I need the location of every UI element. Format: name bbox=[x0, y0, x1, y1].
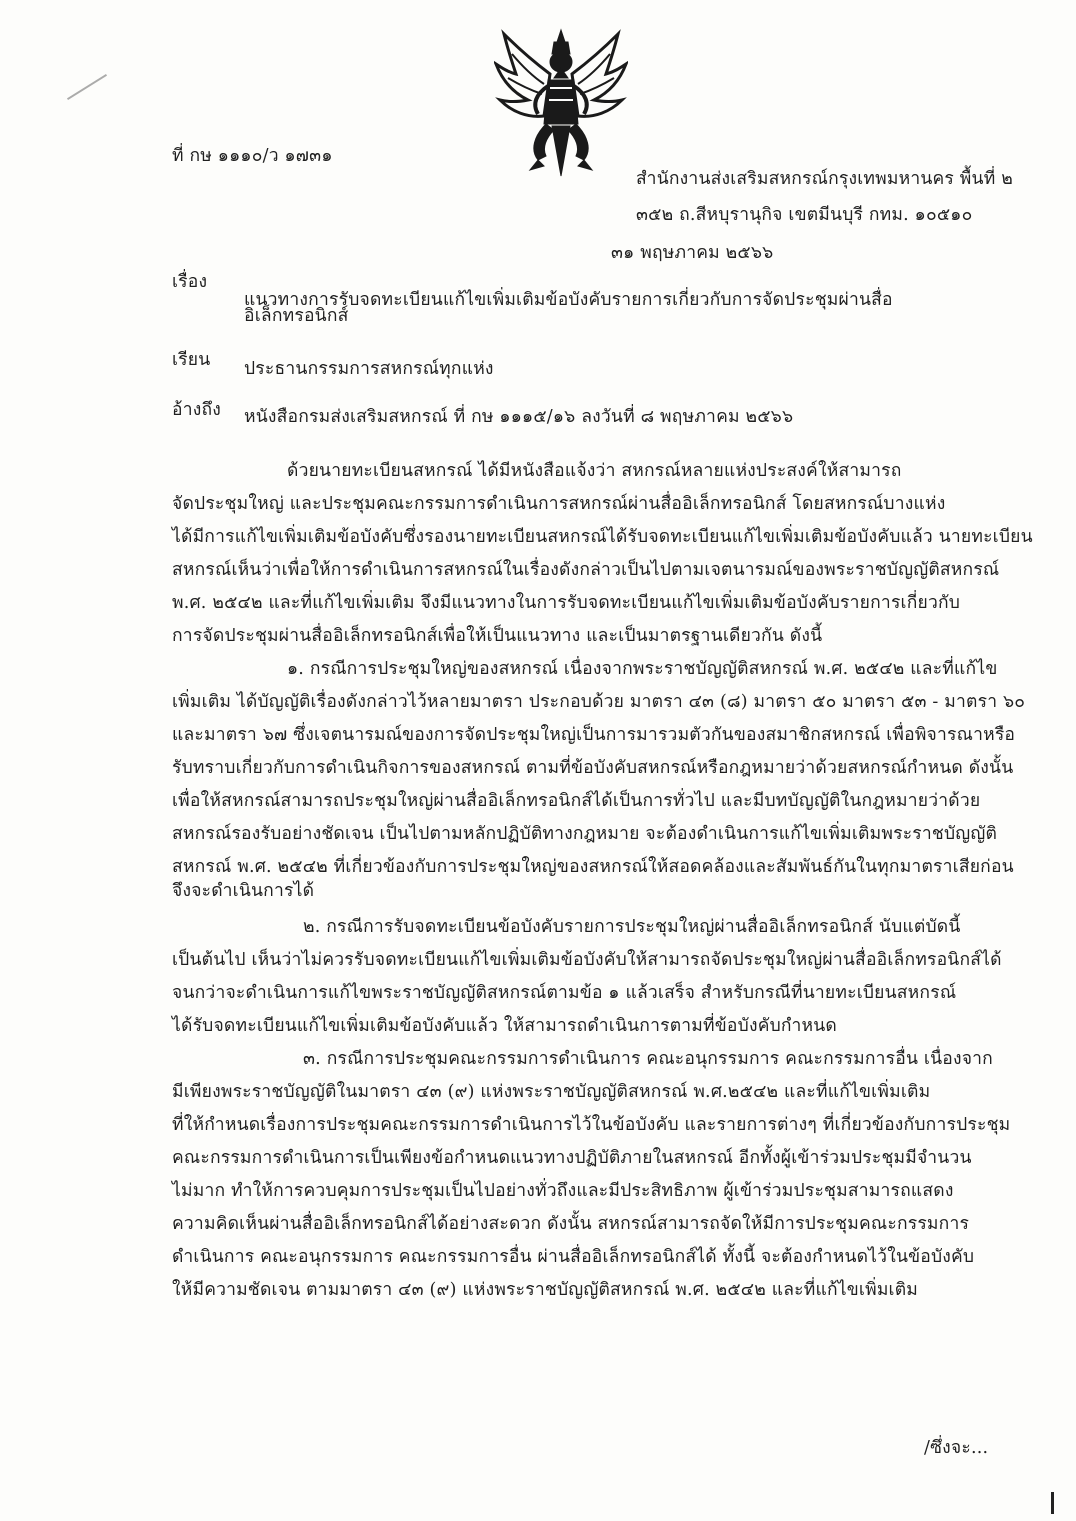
document-number: ที่ กษ ๑๑๑๐/ว ๑๗๓๑ bbox=[172, 146, 333, 166]
item1-line: เพิ่มเติม ได้บัญญัติเรื่องดังกล่าวไว้หลายมาตรา ประกอบด้วย มาตรา ๔๓ (๘) มาตรา ๕๐ มาตรา ๕๓ - มาตรา ๖๐ bbox=[172, 692, 1026, 712]
item2-line: ได้รับจดทะเบียนแก้ไขเพิ่มเติมข้อบังคับแล้ว ให้สามารถดำเนินการตามที่ข้อบังคับกำหนด bbox=[172, 1016, 837, 1036]
item3-line: ดำเนินการ คณะอนุกรรมการ คณะกรรมการอื่น ผ่านสื่ออิเล็กทรอนิกส์ได้ ทั้งนี้ จะต้องกำหนดไว้ในข้อบังคับ bbox=[172, 1247, 975, 1267]
item1-line: เพื่อให้สหกรณ์สามารถประชุมใหญ่ผ่านสื่ออิเล็กทรอนิกส์ได้เป็นการทั่วไป และมีบทบัญญัติในกฎหมายว่าด้วย bbox=[172, 791, 981, 811]
item3-line: ๓. กรณีการประชุมคณะกรรมการดำเนินการ คณะอนุกรรมการ คณะกรรมการอื่น เนื่องจาก bbox=[303, 1049, 993, 1069]
intro-line: พ.ศ. ๒๕๔๒ และที่แก้ไขเพิ่มเติม จึงมีแนวทางในการรับจดทะเบียนแก้ไขเพิ่มเติมข้อบังคับรายการเกี่ยวกับ bbox=[172, 593, 961, 613]
subject-line-2: อิเล็กทรอนิกส์ bbox=[244, 306, 349, 326]
item3-line: ไม่มาก ทำให้การควบคุมการประชุมเป็นไปอย่างทั่วถึงและมีประสิทธิภาพ ผู้เข้าร่วมประชุมสามารถแสดง bbox=[172, 1181, 954, 1201]
scan-mark bbox=[67, 74, 107, 100]
item1-line: สหกรณ์ พ.ศ. ๒๕๔๒ ที่เกี่ยวข้องกับการประชุมใหญ่ของสหกรณ์ให้สอดคล้องและสัมพันธ์กันในทุกมาตราเสียก่อน bbox=[172, 857, 1014, 877]
intro-line: จัดประชุมใหญ่ และประชุมคณะกรรมการดำเนินการสหกรณ์ผ่านสื่ออิเล็กทรอนิกส์ โดยสหกรณ์บางแห่ง bbox=[172, 494, 946, 514]
intro-line: ได้มีการแก้ไขเพิ่มเติมข้อบังคับซึ่งรองนายทะเบียนสหกรณ์ได้รับจดทะเบียนแก้ไขเพิ่มเติมข้อบังคับแล้ว นายทะเบียน bbox=[172, 527, 1033, 547]
item3-line: มีเพียงพระราชบัญญัติในมาตรา ๔๓ (๙) แห่งพระราชบัญญัติสหกรณ์ พ.ศ.๒๕๔๒ และที่แก้ไขเพิ่มเติม bbox=[172, 1082, 931, 1102]
item3-line: คณะกรรมการดำเนินการเป็นเพียงข้อกำหนดแนวทางปฏิบัติภายในสหกรณ์ อีกทั้งผู้เข้าร่วมประชุมมีจำนวน bbox=[172, 1148, 972, 1168]
item2-line: เป็นต้นไป เห็นว่าไม่ควรรับจดทะเบียนแก้ไขเพิ่มเติมข้อบังคับให้สามารถจัดประชุมใหญ่ผ่านสื่ออิเล็กทรอนิกส์ได้ bbox=[172, 950, 1002, 970]
office-name: สำนักงานส่งเสริมสหกรณ์กรุงเทพมหานคร พื้นที่ ๒ bbox=[636, 169, 1013, 189]
scan-edge-mark bbox=[1051, 1492, 1054, 1514]
reference-text: หนังสือกรมส่งเสริมสหกรณ์ ที่ กษ ๑๑๑๕/๑๖ ลงวันที่ ๘ พฤษภาคม ๒๕๖๖ bbox=[244, 407, 794, 427]
reference-label: อ้างถึง bbox=[172, 400, 222, 420]
intro-line: สหกรณ์เห็นว่าเพื่อให้การดำเนินการสหกรณ์ในเรื่องดังกล่าวเป็นไปตามเจตนารมณ์ของพระราชบัญญัติสหกรณ์ bbox=[172, 560, 1000, 580]
item2-line: ๒. กรณีการรับจดทะเบียนข้อบังคับรายการประชุมใหญ่ผ่านสื่ออิเล็กทรอนิกส์ นับแต่บัดนี้ bbox=[303, 917, 961, 937]
garuda-emblem-icon bbox=[494, 28, 628, 178]
continuation-marker: /ซึ่งจะ... bbox=[924, 1438, 989, 1458]
document-date: ๓๑ พฤษภาคม ๒๕๖๖ bbox=[611, 243, 774, 263]
office-address: ๓๕๒ ถ.สีหบุรานุกิจ เขตมีนบุรี กทม. ๑๐๕๑๐ bbox=[636, 205, 973, 225]
item3-line: ความคิดเห็นผ่านสื่ออิเล็กทรอนิกส์ได้อย่างสะดวก ดังนั้น สหกรณ์สามารถจัดให้มีการประชุมคณะกรรมการ bbox=[172, 1214, 970, 1234]
recipient-label: เรียน bbox=[172, 350, 211, 370]
recipient-text: ประธานกรรมการสหกรณ์ทุกแห่ง bbox=[244, 359, 494, 379]
item1-line: สหกรณ์รองรับอย่างชัดเจน เป็นไปตามหลักปฏิบัติทางกฎหมาย จะต้องดำเนินการแก้ไขเพิ่มเติมพระราชบัญญัติ bbox=[172, 824, 998, 844]
subject-line-1: แนวทางการรับจดทะเบียนแก้ไขเพิ่มเติมข้อบังคับรายการเกี่ยวกับการจัดประชุมผ่านสื่อ bbox=[244, 290, 893, 310]
item1-line: รับทราบเกี่ยวกับการดำเนินกิจการของสหกรณ์ ตามที่ข้อบังคับสหกรณ์หรือกฎหมายว่าด้วยสหกรณ์กำหนด ดังนั้น bbox=[172, 758, 1014, 778]
item3-line: ให้มีความชัดเจน ตามมาตรา ๔๓ (๙) แห่งพระราชบัญญัติสหกรณ์ พ.ศ. ๒๕๔๒ และที่แก้ไขเพิ่มเติม bbox=[172, 1280, 919, 1300]
item1-line: จึงจะดำเนินการได้ bbox=[172, 881, 315, 901]
intro-line: การจัดประชุมผ่านสื่ออิเล็กทรอนิกส์เพื่อให้เป็นแนวทาง และเป็นมาตรฐานเดียวกัน ดังนี้ bbox=[172, 626, 823, 646]
item3-line: ที่ให้กำหนดเรื่องการประชุมคณะกรรมการดำเนินการไว้ในข้อบังคับ และรายการต่างๆ ที่เกี่ยวข้องกับการประชุม bbox=[172, 1115, 1011, 1135]
item2-line: จนกว่าจะดำเนินการแก้ไขพระราชบัญญัติสหกรณ์ตามข้อ ๑ แล้วเสร็จ สำหรับกรณีที่นายทะเบียนสหกรณ์ bbox=[172, 983, 957, 1003]
item1-line: และมาตรา ๖๗ ซึ่งเจตนารมณ์ของการจัดประชุมใหญ่เป็นการมารวมตัวกันของสมาชิกสหกรณ์ เพื่อพิจารณาหรือ bbox=[172, 725, 1016, 745]
intro-line: ด้วยนายทะเบียนสหกรณ์ ได้มีหนังสือแจ้งว่า สหกรณ์หลายแห่งประสงค์ให้สามารถ bbox=[287, 461, 902, 481]
item1-line: ๑. กรณีการประชุมใหญ่ของสหกรณ์ เนื่องจากพระราชบัญญัติสหกรณ์ พ.ศ. ๒๕๔๒ และที่แก้ไข bbox=[287, 659, 998, 679]
subject-label: เรื่อง bbox=[172, 272, 208, 292]
